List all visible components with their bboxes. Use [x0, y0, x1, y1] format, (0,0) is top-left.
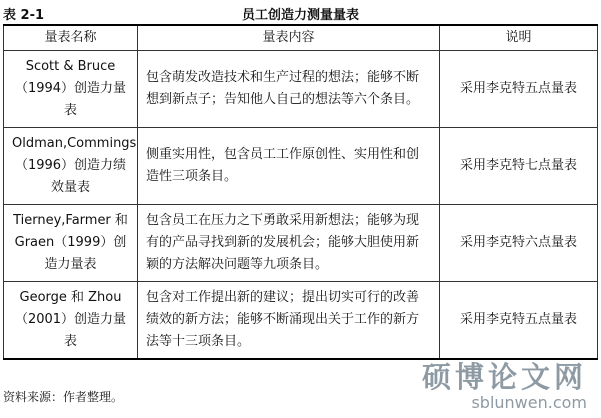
- source-note: 资料来源：作者整理。: [3, 390, 124, 404]
- table-header-row: [4, 25, 598, 51]
- watermark-url: sblunwen.com: [471, 393, 587, 412]
- table-row: [4, 205, 598, 282]
- scale-name-cell: Tierney,Farmer 和 Graen（1999）创造力量表: [4, 205, 138, 282]
- table-caption: [3, 4, 598, 22]
- scale-note-cell: 采用李克特六点量表: [440, 205, 598, 282]
- scale-content-cell: 侧重实用性，包含员工工作原创性、实用性和创造性三项条目。: [138, 128, 440, 205]
- watermark: [367, 360, 587, 412]
- scale-name-cell: Oldman,Commings（1996）创造力绩效量表: [4, 128, 138, 205]
- column-header-note: 说明: [440, 25, 598, 51]
- scale-note-cell: 采用李克特五点量表: [440, 51, 598, 128]
- table-row: [4, 51, 598, 128]
- scale-note-cell: 采用李克特七点量表: [440, 128, 598, 205]
- scale-note-cell: 采用李克特五点量表: [440, 282, 598, 359]
- scale-content-cell: 包含萌发改造技术和生产过程的想法；能够不断想到新点子；告知他人自己的想法等六个条目。: [138, 51, 440, 128]
- table-title: 员工创造力测量量表: [241, 8, 359, 23]
- table-number: 表 2-1: [3, 8, 45, 23]
- scale-content-cell: 包含对工作提出新的建议；提出切实可行的改善绩效的新方法；能够不断涌现出关于工作的新方法等十三项条目。: [138, 282, 440, 359]
- scale-content-cell: 包含员工在压力之下勇敢采用新想法；能够为现有的产品寻找到新的发展机会；能够大胆使用新颖的方法解决问题等九项条目。: [138, 205, 440, 282]
- table-row: [4, 128, 598, 205]
- watermark-text: 硕博论文网: [421, 360, 587, 394]
- scale-table: [3, 24, 598, 360]
- column-header-name: 量表名称: [4, 25, 138, 51]
- scale-name-cell: Scott & Bruce（1994）创造力量表: [4, 51, 138, 128]
- table-row: [4, 282, 598, 359]
- column-header-content: 量表内容: [138, 25, 440, 51]
- scale-name-cell: George 和 Zhou（2001）创造力量表: [4, 282, 138, 359]
